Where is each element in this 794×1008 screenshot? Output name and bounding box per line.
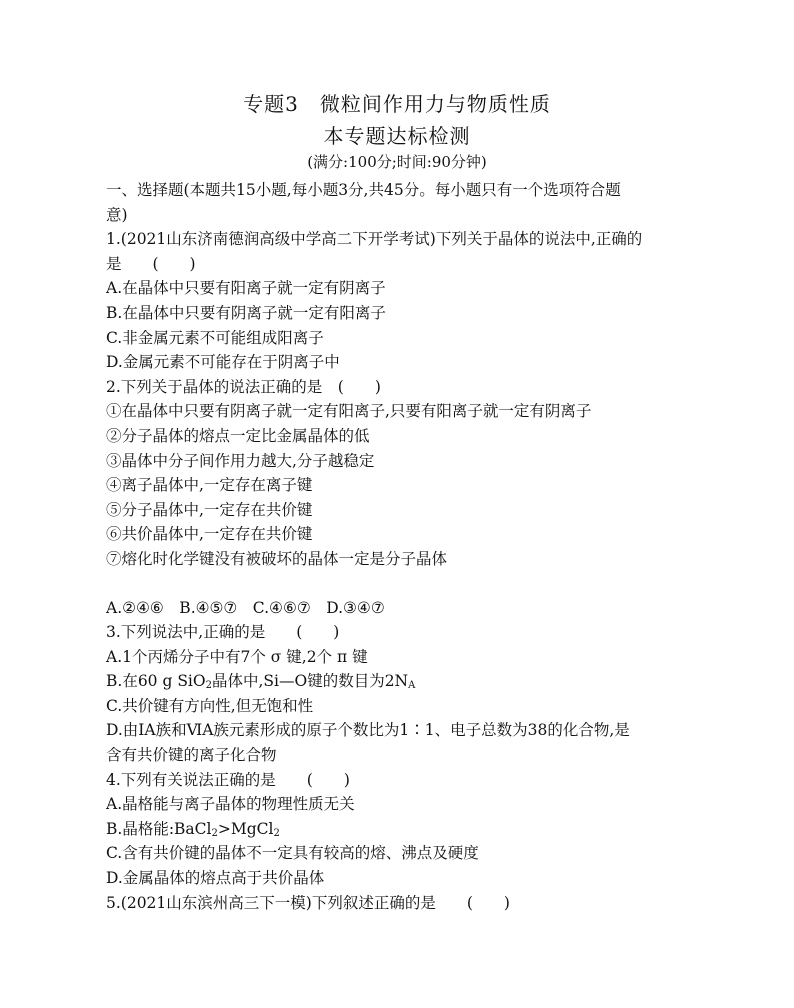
- q4-option-a: A.晶格能与离子晶体的物理性质无关: [106, 795, 355, 814]
- q3-option-b-text-cont: 晶体中,Si—O键的数目为2N: [211, 672, 409, 691]
- q2-stem: 2.下列关于晶体的说法正确的是 ( ): [106, 377, 381, 396]
- q4-option-b-text-cont: >MgCl: [217, 819, 274, 838]
- q3-option-d-cont: 含有共价键的离子化合物: [106, 746, 277, 765]
- q3-option-d: D.由ⅠA族和ⅥA族元素形成的原子个数比为1∶1、电子总数为38的化合物,是: [106, 721, 630, 740]
- q1-option-d: D.金属元素不可能存在于阴离子中: [106, 353, 340, 372]
- score-info: (满分:100分;时间:90分钟): [307, 153, 487, 171]
- q1-option-c: C.非金属元素不可能组成阳离子: [106, 328, 324, 347]
- q4-stem: 4.下列有关说法正确的是 ( ): [106, 770, 350, 789]
- q3-option-c: C.共价键有方向性,但无饱和性: [106, 696, 314, 715]
- q4-option-b: [106, 817, 688, 842]
- page-subtitle: 本专题达标检测: [323, 124, 471, 148]
- q2-statement-4: ④离子晶体中,一定存在离子键: [106, 476, 313, 495]
- q4-option-b-text: B.晶格能:BaCl: [106, 819, 212, 838]
- q2-statement-6: ⑥共价晶体中,一定存在共价键: [106, 525, 313, 544]
- q2-statement-3: ③晶体中分子间作用力越大,分子越稳定: [106, 451, 375, 470]
- q2-choices: A.②④⑥ B.④⑤⑦ C.④⑥⑦ D.③④⑦: [106, 598, 385, 617]
- subscript: 2: [205, 680, 212, 692]
- q2-statement-1: ①在晶体中只要有阴离子就一定有阳离子,只要有阳离子就一定有阴离子: [106, 402, 592, 421]
- q2-statement-2: ②分子晶体的熔点一定比金属晶体的低: [106, 426, 370, 445]
- blank-line: [106, 572, 688, 596]
- q5-stem: 5.(2021山东滨州高三下一模)下列叙述正确的是 ( ): [106, 893, 510, 912]
- subscript: 2: [211, 827, 218, 839]
- q1-option-a: A.在晶体中只要有阳离子就一定有阴离子: [106, 279, 386, 298]
- q4-option-c: C.含有共价键的晶体不一定具有较高的熔、沸点及硬度: [106, 844, 479, 863]
- q3-option-b: [106, 669, 688, 694]
- subscript: 2: [273, 827, 280, 839]
- q4-option-d: D.金属晶体的熔点高于共价晶体: [106, 869, 325, 888]
- q1-stem: 1.(2021山东济南德润高级中学高二下开学考试)下列关于晶体的说法中,正确的: [106, 230, 643, 249]
- q1-stem-cont: 是 ( ): [106, 254, 196, 273]
- section-heading-cont: 意): [106, 205, 128, 224]
- section-heading: 一、选择题(本题共15小题,每小题3分,共45分。每小题只有一个选项符合题: [106, 181, 621, 199]
- q3-option-a: A.1个丙烯分子中有7个 σ 键,2个 π 键: [106, 647, 368, 666]
- q3-stem: 3.下列说法中,正确的是 ( ): [106, 623, 340, 642]
- q2-statement-5: ⑤分子晶体中,一定存在共价键: [106, 500, 313, 519]
- q2-statement-7: ⑦熔化时化学键没有被破坏的晶体一定是分子晶体: [106, 549, 448, 568]
- q3-option-b-text: B.在60 g SiO: [106, 672, 206, 691]
- subscript: A: [408, 680, 416, 692]
- q1-option-b: B.在晶体中只要有阴离子就一定有阳离子: [106, 303, 386, 322]
- page-title: 专题3 微粒间作用力与物质性质: [243, 92, 551, 116]
- question-list: [106, 178, 688, 915]
